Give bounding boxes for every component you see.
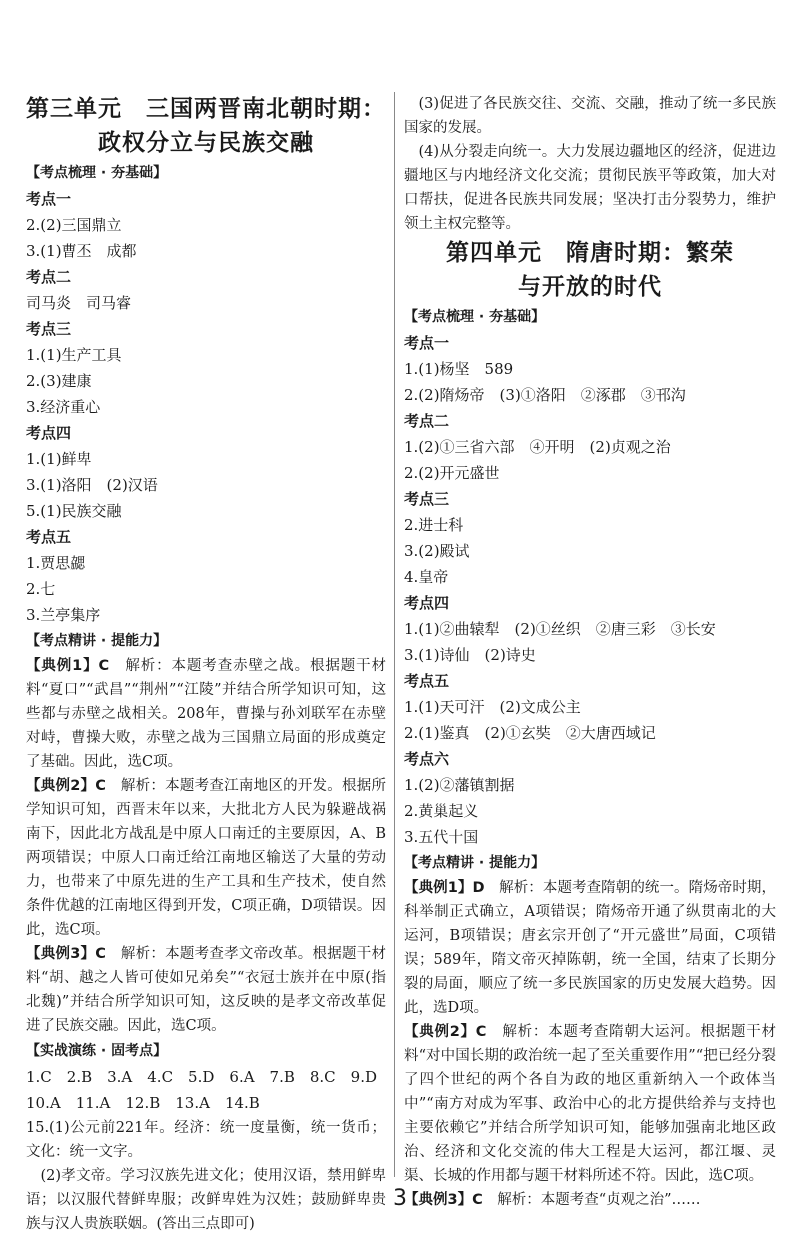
example-2	[404, 1020, 776, 1188]
answer-line: 3.兰亭集序	[26, 606, 101, 624]
example-1	[404, 876, 776, 1020]
answer-line: 2.(3)建康	[26, 372, 92, 390]
kaodian-heading: 考点四	[26, 424, 72, 442]
kaodian-heading: 考点一	[26, 190, 72, 208]
example-label: 【典例2】C	[404, 1024, 487, 1040]
answer-line: 2.(2)开元盛世	[404, 464, 500, 482]
answer-line: 3.(1)曹丕 成都	[26, 242, 137, 260]
example-label: 【典例3】C	[404, 1192, 483, 1208]
kaodian-heading: 考点三	[26, 320, 72, 338]
answer-line: 2.七	[26, 580, 56, 598]
answer-line: 1.(2)②藩镇割据	[404, 776, 515, 794]
section-heading: 【考点精讲 · 提能力】	[26, 633, 168, 649]
answer-line: 司马炎 司马睿	[26, 294, 132, 312]
example-label: 【典例2】C	[26, 778, 106, 794]
right-column	[404, 92, 776, 1212]
answer-line: 2.黄巢起义	[404, 802, 479, 820]
mc-answers: 1.C 2.B 3.A 4.C 5.D 6.A 7.B 8.C 9.D	[26, 1068, 377, 1086]
example-label: 【典例1】C	[26, 658, 110, 674]
kaodian-heading: 考点一	[404, 334, 450, 352]
page-number: 3	[393, 1186, 407, 1211]
example-label: 【典例1】D	[404, 880, 485, 896]
unit-title-line1: 第四单元 隋唐时期：繁荣	[446, 240, 734, 266]
kaodian-heading: 考点五	[26, 528, 72, 546]
question-15-part2: (2)孝文帝。学习汉族先进文化；使用汉语，禁用鲜卑语；以汉服代替鲜卑服；改鲜卑姓为汉姓；鼓励鲜卑贵族与汉人贵族联姻。(答出三点即可)	[26, 1168, 386, 1232]
answer-line: 2.进士科	[404, 516, 464, 534]
example-2	[26, 774, 386, 942]
answer-line: 2.(2)隋炀帝 (3)①洛阳 ②涿郡 ③邗沟	[404, 386, 686, 404]
example-analysis: 解析：本题考查隋朝大运河。根据题干材料“对中国长期的政治统一起了至关重要作用”“把已经分裂了四个世纪的两个各自为政的地区重新纳入一个政体当中”“南方对成为军事、政治中心的北方提供给养与支持也主要依赖它”并结合所学知识可知，能够加强南北地区政治、经济和文化交流的伟大工程是大运河，都江堰、灵渠、长城的作用都与题干材料所述不符。因此，选C项。	[404, 1024, 777, 1184]
section-heading: 【实战演练 · 固考点】	[26, 1043, 168, 1059]
answer-line: 3.(2)殿试	[404, 542, 470, 560]
kaodian-heading: 考点四	[404, 594, 450, 612]
continued-answer-3: (3)促进了各民族交往、交流、交融，推动了统一多民族国家的发展。	[404, 96, 776, 136]
section-heading: 【考点梳理 · 夯基础】	[404, 309, 546, 325]
unit-title-line2: 与开放的时代	[518, 274, 662, 300]
left-column	[26, 92, 386, 1236]
answer-line: 3.五代十国	[404, 828, 479, 846]
answer-line: 1.(1)杨坚 589	[404, 360, 514, 378]
answer-line: 1.(1)②曲辕犁 (2)①丝织 ②唐三彩 ③长安	[404, 620, 716, 638]
example-analysis: 解析：本题考查“贞观之治”……	[497, 1192, 701, 1208]
example-analysis: 解析：本题考查江南地区的开发。根据所学知识可知，西晋末年以来，大批北方人民为躲避战祸南下，因此北方战乱是中原人口南迁的主要原因，A、B两项错误；中原人口南迁给江南地区输送了大量的劳动力，也带来了中原先进的生产工具和生产技术，使自然条件优越的江南地区得到开发，C项正确，D项错误。因此，选C项。	[26, 778, 387, 938]
answer-line: 1.(1)生产工具	[26, 346, 122, 364]
example-3	[26, 942, 386, 1038]
answer-line: 1.贾思勰	[26, 554, 86, 572]
example-analysis: 解析：本题考查隋朝的统一。隋炀帝时期，科举制正式确立，A项错误；隋炀帝开通了纵贯南北的大运河，B项错误；唐玄宗开创了“开元盛世”局面，C项错误；589年，隋文帝灭掉陈朝，统一全国，结束了长期分裂的局面，顺应了统一多民族国家的历史发展大趋势。因此，选D项。	[404, 880, 777, 1016]
answer-line: 1.(2)①三省六部 ④开明 (2)贞观之治	[404, 438, 671, 456]
unit-title-line2: 政权分立与民族交融	[98, 130, 314, 156]
section-heading: 【考点梳理 · 夯基础】	[26, 165, 168, 181]
unit-title-line1: 第三单元 三国两晋南北朝时期：	[26, 96, 386, 122]
answer-line: 2.(1)鉴真 (2)①玄奘 ②大唐西域记	[404, 724, 656, 742]
continued-answer-4: (4)从分裂走向统一。大力发展边疆地区的经济，促进边疆地区与内地经济文化交流；贯彻民族平等政策，加大对口帮扶，促进各民族共同发展；坚决打击分裂势力，维护领土主权完整等。	[404, 144, 776, 232]
column-divider	[394, 92, 395, 1177]
answer-line: 5.(1)民族交融	[26, 502, 122, 520]
kaodian-heading: 考点五	[404, 672, 450, 690]
answer-line: 4.皇帝	[404, 568, 449, 586]
kaodian-heading: 考点二	[26, 268, 72, 286]
section-heading: 【考点精讲 · 提能力】	[404, 855, 546, 871]
mc-answers: 10.A 11.A 12.B 13.A 14.B	[26, 1094, 260, 1112]
answer-line: 1.(1)天可汗 (2)文成公主	[404, 698, 581, 716]
answer-line: 3.经济重心	[26, 398, 101, 416]
example-analysis: 解析：本题考查孝文帝改革。根据题干材料“胡、越之人皆可使如兄弟矣”“衣冠士族并在中原(指北魏)”并结合所学知识可知，这反映的是孝文帝改革促进了民族交融。因此，选C项。	[26, 946, 387, 1034]
kaodian-heading: 考点二	[404, 412, 450, 430]
answer-line: 2.(2)三国鼎立	[26, 216, 122, 234]
example-label: 【典例3】C	[26, 946, 106, 962]
answer-line: 3.(1)洛阳 (2)汉语	[26, 476, 158, 494]
answer-line: 1.(1)鲜卑	[26, 450, 92, 468]
example-analysis: 解析：本题考查赤壁之战。根据题干材料“夏口”“武昌”“荆州”“江陵”并结合所学知识可知，这些都与赤壁之战相关。208年，曹操与孙刘联军在赤壁对峙，曹操大败，赤壁之战为三国鼎立局面的形成奠定了基础。因此，选C项。	[26, 658, 387, 770]
example-1	[26, 654, 386, 774]
kaodian-heading: 考点三	[404, 490, 450, 508]
answer-line: 3.(1)诗仙 (2)诗史	[404, 646, 536, 664]
kaodian-heading: 考点六	[404, 750, 450, 768]
question-15-part1: 15.(1)公元前221年。经济：统一度量衡，统一货币；文化：统一文字。	[26, 1120, 386, 1160]
